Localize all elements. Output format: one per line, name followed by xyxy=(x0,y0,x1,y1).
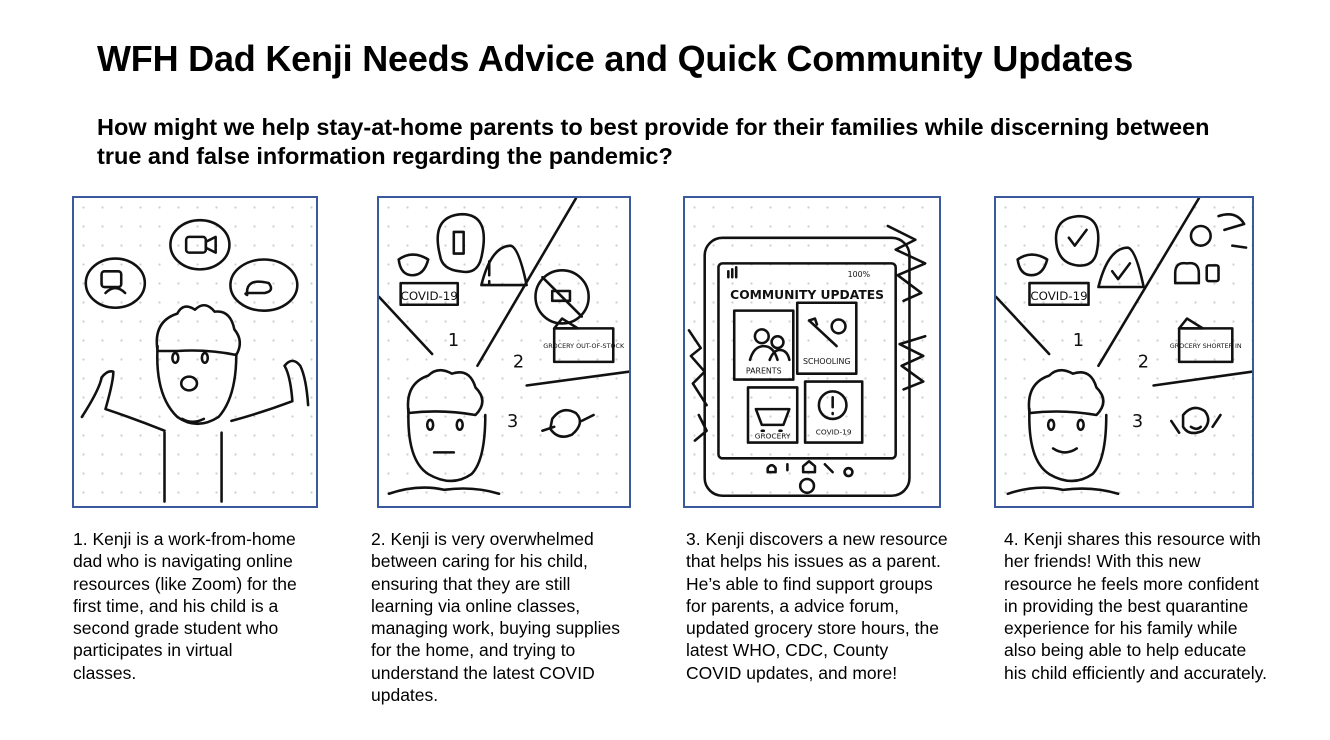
chat-icon xyxy=(246,282,271,295)
covid-badge-label: COVID-19 xyxy=(400,288,458,303)
check-triangle xyxy=(1098,248,1143,287)
zoom-camera-icon xyxy=(186,237,206,253)
cart-icon xyxy=(756,409,789,431)
sparkle-lines xyxy=(1219,214,1247,247)
mask-icon-2 xyxy=(1018,255,1048,276)
sketch-kenji-overwhelmed-by-apps xyxy=(74,198,316,506)
sketch-community-updates-app xyxy=(685,198,939,506)
bubble-zoom-icon xyxy=(170,220,229,269)
caption-panel-2: 2. Kenji is very overwhelmed between caring for his child, ensuring that they are still learning via online classes, managing work, buying supplies for the home, and trying to understand the latest COVID updates. xyxy=(371,529,621,706)
bubble-covid xyxy=(438,214,484,272)
storyboard-panel-1 xyxy=(72,196,318,508)
kenji-hair xyxy=(157,305,240,355)
happy-child-icon xyxy=(1171,408,1220,433)
kenji-smile xyxy=(1053,448,1077,452)
kenji-hair-2 xyxy=(408,370,482,415)
kenji-face-2 xyxy=(408,409,485,481)
tile-parents-label: PARENTS xyxy=(745,366,782,376)
storyboard-panel-3 xyxy=(683,196,941,508)
page-title: WFH Dad Kenji Needs Advice and Quick Community Updates xyxy=(97,38,1134,79)
caption-panel-4: 4. Kenji shares this resource with her friends! With this new resource he feels more confident in providing the best quarantine experience for his family while also being able to help educate his child efficiently and accurately. xyxy=(1004,529,1267,683)
status-bar-icons xyxy=(728,267,736,277)
home-button xyxy=(800,479,814,493)
label-1: 1 xyxy=(447,331,460,352)
class-icon xyxy=(102,271,122,287)
caption-panel-1: 1. Kenji is a work-from-home dad who is navigating online resources (like Zoom) for the first time, and his child is a second grade student who participates in virtual classes. xyxy=(73,529,297,683)
storyboard-panel-4 xyxy=(994,196,1254,508)
sketch-kenji-relieved xyxy=(996,198,1252,506)
tile-grocery-label: GROCERY xyxy=(754,431,791,441)
toilet-paper-icon xyxy=(1191,226,1211,246)
how-might-we-question: How might we help stay-at-home parents to best provide for their families while discerning between true and false information regarding the pandemic? xyxy=(97,114,1210,169)
kenji-face-3 xyxy=(1029,409,1106,481)
label-2: 2 xyxy=(512,352,525,373)
label-2-p4: 2 xyxy=(1137,352,1150,373)
tile-schooling-label: SCHOOLING xyxy=(803,356,851,366)
bubble-chat-icon xyxy=(230,260,297,311)
sketch-kenji-stressed-by-tasks xyxy=(379,198,629,506)
grocery-sign-2-label: GROCERY SHORTER IN xyxy=(1169,342,1242,351)
burst-lines xyxy=(689,226,925,441)
mask-icon xyxy=(399,255,429,276)
kenji-arms xyxy=(82,361,308,502)
bread-icon xyxy=(1175,263,1199,283)
storyboard-panel-2 xyxy=(377,196,631,508)
bubble-class-icon xyxy=(86,259,145,308)
kenji-hair-3 xyxy=(1029,370,1103,415)
battery-label: 100% xyxy=(847,270,871,280)
grocery-sign-label: GROCERY OUT-OF-STOCK xyxy=(543,342,625,351)
covid-badge-2-label: COVID-19 xyxy=(1030,288,1088,303)
bottom-nav-icons xyxy=(768,461,853,476)
caption-panel-3: 3. Kenji discovers a new resource that helps his issues as a parent. He’s able to find support groups for parents, a advice forum, updated grocery store hours, the latest WHO, CDC, County COVID updates, and more! xyxy=(686,529,948,683)
label-3: 3 xyxy=(506,411,519,432)
jar-icon xyxy=(1207,265,1219,281)
label-3-p4: 3 xyxy=(1131,411,1144,432)
angry-child-icon xyxy=(542,410,593,436)
kenji-open-mouth xyxy=(181,377,197,391)
tile-covid-label: COVID-19 xyxy=(815,427,852,437)
app-header-community-updates: COMMUNITY UPDATES xyxy=(730,287,884,302)
label-1-p4: 1 xyxy=(1072,331,1085,352)
